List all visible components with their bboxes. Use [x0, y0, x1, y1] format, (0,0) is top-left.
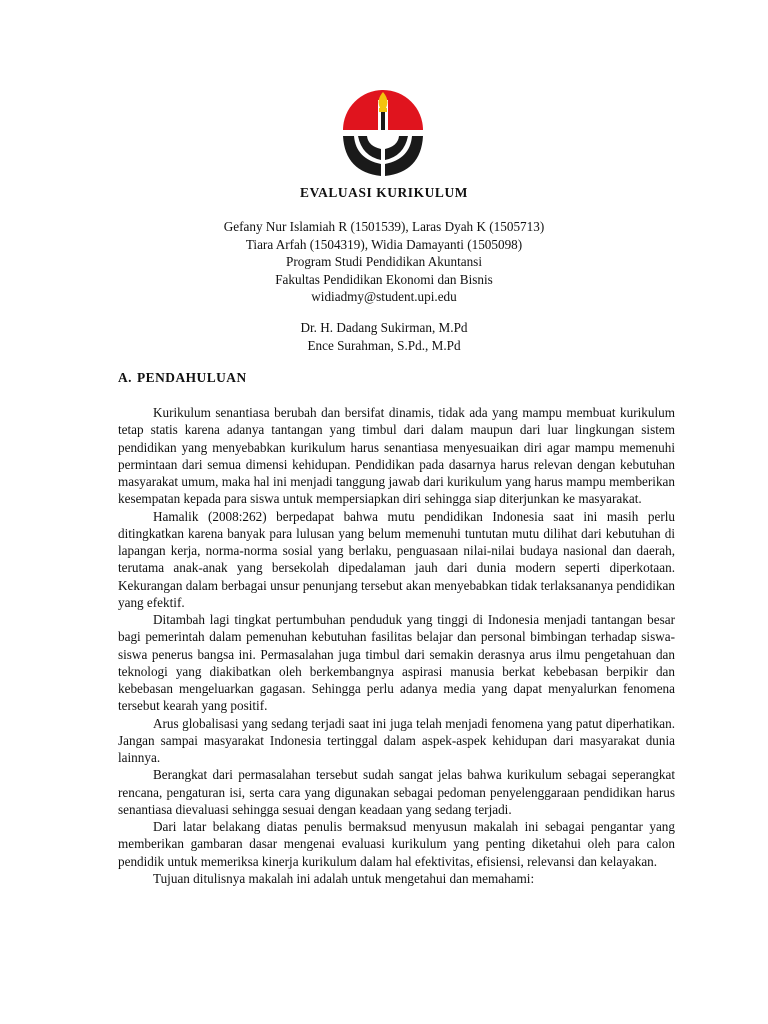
logo-yellow-bar — [379, 108, 387, 112]
supervisor-2: Ence Surahman, S.Pd., M.Pd — [307, 337, 461, 353]
supervisor-block — [80, 319, 688, 354]
paragraph-2: Hamalik (2008:262) berpedapat bahwa mutu pendidikan Indonesia saat ini masih perlu ditingkatkan karena banyak para lulusan yang belum memenuhi tuntutan mutu dilihat dari kebutuhan di lapangan kerja, norma-norma sosial yang berlaku, penguasaan nilai-nilai budaya nasional dan daerah, terutama anak-anak yang bersekolah dipedalaman jauh dari dunia modern seperti diperkotaan. Kekurangan dalam berbagai unsur penunjang tersebut akan menyebabkan tidak terlaksananya pendidikan yang efektif. — [118, 508, 675, 610]
paper-title: EVALUASI KURIKULUM — [300, 185, 468, 200]
section-title: PENDAHULUAN — [137, 370, 247, 385]
paragraph-3: Ditambah lagi tingkat pertumbuhan penduduk yang tinggi di Indonesia menjadi tantangan besar bagi pemerintah dalam pemenuhan kebutuhan fasilitas belajar dan personal bimbingan terhadap siswa-siswa penerus bangsa ini. Permasalahan juga timbul dari semakin derasnya arus ilmu pengetahuan dan teknologi yang diakibatkan oleh berkembangnya aspirasi manusia berkat kebebasan berpikir dan kebebasan mengeluarkan gagasan. Sehingga perlu adanya media yang dapat menyalurkan fenomena tersebut kearah yang positif. — [118, 612, 675, 714]
contact-email: widiadmy@student.upi.edu — [311, 289, 457, 304]
logo-black-stem — [381, 112, 385, 130]
study-program: Program Studi Pendidikan Akuntansi — [286, 254, 482, 269]
paragraph-4: Arus globalisasi yang sedang terjadi saat ini juga telah menjadi fenomena yang patut diperhatikan. Jangan sampai masyarakat Indonesia tertinggal dalam aspek-aspek kehidupan dari masyarakat dunia lainnya. — [118, 715, 675, 765]
faculty-name: Fakultas Pendidikan Ekonomi dan Bisnis — [275, 271, 493, 287]
body-text — [118, 404, 675, 887]
author-block — [80, 218, 688, 306]
section-heading — [118, 370, 247, 386]
university-logo-icon — [340, 86, 426, 178]
paragraph-6: Dari latar belakang diatas penulis bermaksud menyusun makalah ini sebagai pengantar yang memberikan gambaran dasar mengenai evaluasi kurikulum yang penting diketahui oleh para calon pendidik untuk memeriksa kinerja kurikulum dalam hal efektivitas, efisiensi, relevansi dan kelayakan. — [118, 819, 675, 869]
section-number: A. — [118, 370, 133, 385]
paragraph-1: Kurikulum senantiasa berubah dan bersifat dinamis, tidak ada yang mampu membuat kurikulum tetap statis karena adanya tantangan yang timbul dari dalam maupun dari luar lingkungan sistem pendidikan yang menyebabkan kurikulum harus senantiasa menyesuaikan diri agar mampu memenuhi permintaan dari semua dimensi kehidupan. Pendidikan pada dasarnya harus relevan dengan kebutuhan masyarakat umum, maka hal ini menjadi tanggung jawab dari kurikulum yang harus mampu memberikan kesempatan kepada para siswa untuk mempersiapkan diri sehingga siap diterjunkan ke masyarakat. — [118, 405, 675, 507]
supervisor-1: Dr. H. Dadang Sukirman, M.Pd — [300, 320, 468, 335]
paragraph-5: Berangkat dari permasalahan tersebut sudah sangat jelas bahwa kurikulum sebagai seperangkat rencana, pengaturan isi, serta cara yang digunakan sebagai pedoman penyelenggaraan pendidikan harus senantiasa dievaluasi sehingga sesuai dengan keadaan yang sedang terjadi. — [118, 767, 675, 817]
paragraph-7: Tujuan ditulisnya makalah ini adalah untuk mengetahui dan memahami: — [153, 870, 535, 886]
authors-line-2: Tiara Arfah (1504319), Widia Damayanti (1505098) — [245, 236, 523, 252]
authors-line-1: Gefany Nur Islamiah R (1501539), Laras Dyah K (1505713) — [223, 219, 545, 234]
